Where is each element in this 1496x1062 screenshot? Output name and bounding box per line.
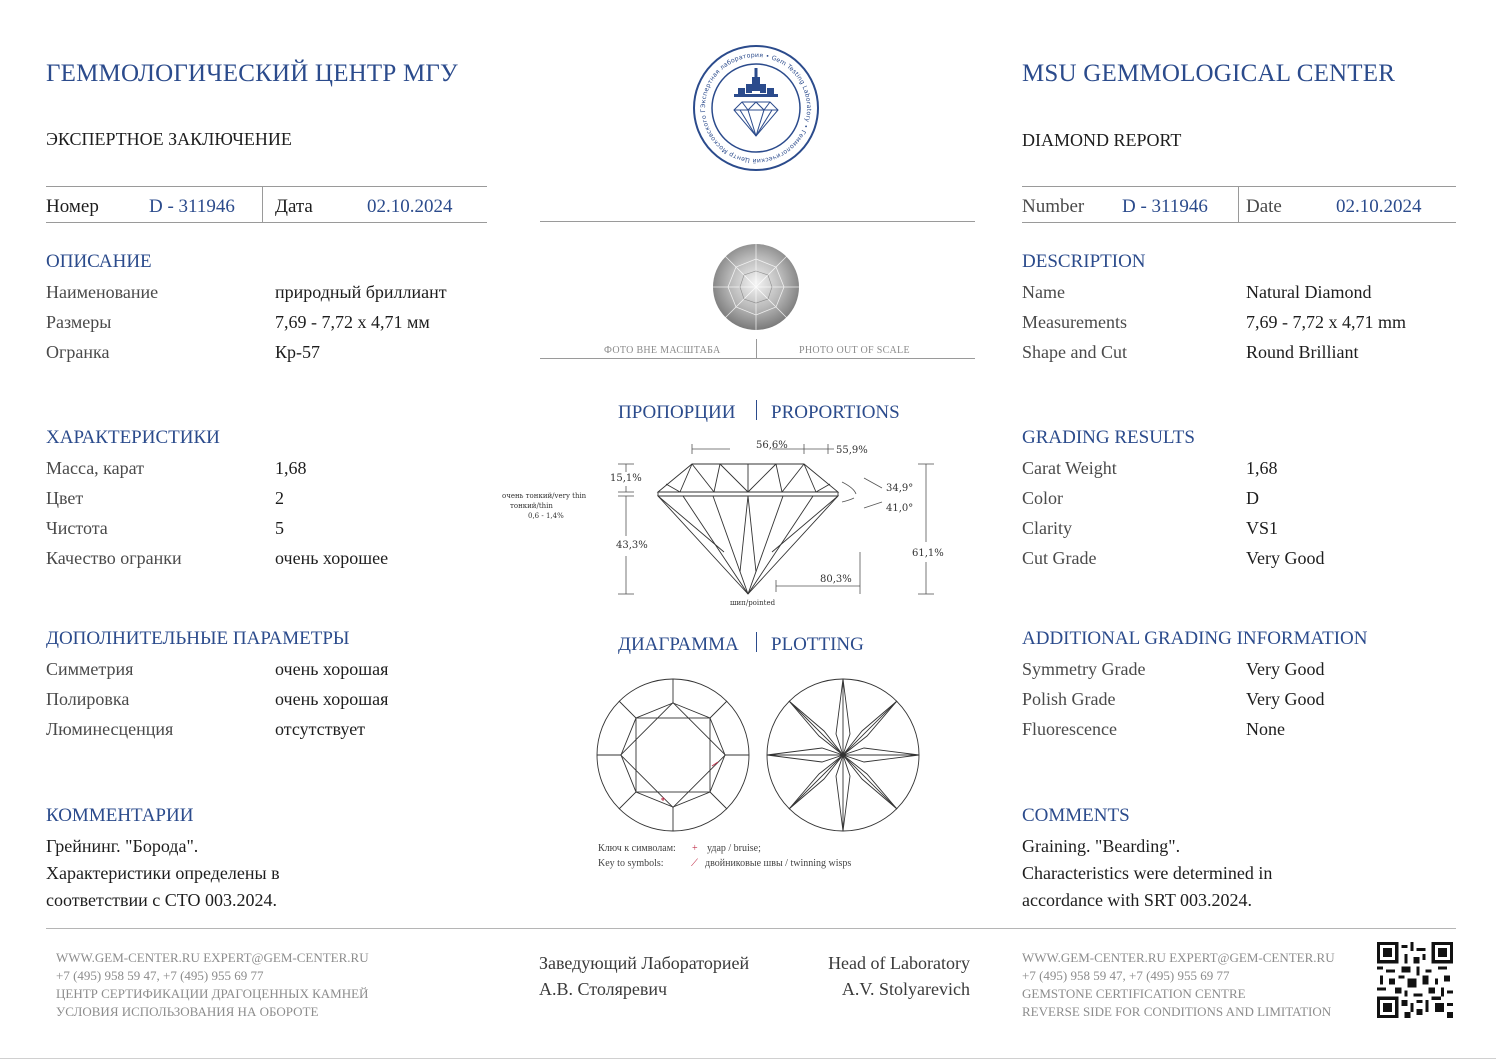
en-description-value: Round Brilliant <box>1246 342 1359 362</box>
ru-comment-line: Грейнинг. "Борода". <box>46 836 199 856</box>
proportions-title-en: PROPORTIONS <box>771 402 900 423</box>
en-signature-block <box>770 950 970 1002</box>
en-comment-line: Graining. "Bearding". <box>1022 836 1181 856</box>
key-label-en: Key to symbols: <box>598 858 664 869</box>
girdle-label-3: 0,6 - 1,4% <box>528 512 564 520</box>
ru-signature-block <box>539 950 749 1002</box>
ru-comment-line: соответствии с СТО 003.2024. <box>46 890 277 910</box>
en-grading-title: GRADING RESULTS <box>1022 427 1195 448</box>
en-additional-label: Polish Grade <box>1022 689 1116 709</box>
footer-ru-conditions: УСЛОВИЯ ИСПОЛЬЗОВАНИЯ НА ОБОРОТЕ <box>56 1004 319 1019</box>
en-description-label: Measurements <box>1022 312 1127 332</box>
msu-seal-logo <box>692 44 820 172</box>
en-footer-block <box>1022 949 1335 1021</box>
en-comments-title: COMMENTS <box>1022 805 1130 826</box>
en-grading-label: Color <box>1022 488 1064 508</box>
en-grading-label: Carat Weight <box>1022 458 1117 478</box>
ru-footer-block <box>56 949 369 1021</box>
girdle-label-1: очень тонкий/very thin <box>502 492 587 500</box>
footer-en-conditions: REVERSE SIDE FOR CONDITIONS AND LIMITATION <box>1022 1004 1332 1019</box>
photo-caption-en: PHOTO OUT OF SCALE <box>799 345 910 356</box>
ru-grading-title: ХАРАКТЕРИСТИКИ <box>46 427 220 448</box>
ru-grading-value: очень хорошее <box>275 548 389 568</box>
footer-ru-centre: ЦЕНТР СЕРТИФИКАЦИИ ДРАГОЦЕННЫХ КАМНЕЙ <box>56 986 369 1001</box>
svg-text:Экспертная лаборатория • Gem T: Экспертная лаборатория • Gem Testing Laboratory • Геммологический Центр Московского Г <box>699 51 813 165</box>
en-additional-value: Very Good <box>1246 689 1325 709</box>
ru-date-label: Дата <box>275 196 313 217</box>
en-number-value: D - 311946 <box>1122 196 1208 217</box>
ru-additional-value: очень хорошая <box>275 659 389 679</box>
en-meta-top-rule <box>1022 186 1456 187</box>
en-additional-value: Very Good <box>1246 659 1325 679</box>
ru-number-label: Номер <box>46 196 99 217</box>
ru-grading-label: Качество огранки <box>46 548 182 568</box>
ru-comment-line: Характеристики определены в <box>46 863 280 883</box>
ru-grading-value: 1,68 <box>275 458 307 478</box>
en-grading-value: 1,68 <box>1246 458 1278 478</box>
twinning-wisp-symbol-icon: ⟋ <box>691 858 698 869</box>
crown-height-label: 15,1% <box>610 473 642 484</box>
en-meta-bottom-rule <box>1022 222 1456 223</box>
photo-caption-rule <box>540 358 975 359</box>
signature-name-en: A.V. Stolyarevich <box>841 979 970 999</box>
pavilion-depth-label: 43,3% <box>616 540 648 551</box>
proportions-title-divider <box>756 400 757 420</box>
plotting-title-ru: ДИАГРАММА <box>618 634 739 655</box>
footer-en-centre: GEMSTONE CERTIFICATION CENTRE <box>1022 986 1246 1001</box>
ru-comments-text <box>46 833 376 914</box>
ru-doc-type: ЭКСПЕРТНОЕ ЗАКЛЮЧЕНИЕ <box>46 129 292 149</box>
ru-description-title: ОПИСАНИЕ <box>46 251 152 272</box>
ru-description-label: Огранка <box>46 342 110 362</box>
ru-description-label: Наименование <box>46 282 159 302</box>
en-doc-type: DIAMOND REPORT <box>1022 130 1182 150</box>
ru-description-value: 7,69 - 7,72 x 4,71 мм <box>275 312 430 332</box>
en-description-value: 7,69 - 7,72 x 4,71 mm <box>1246 312 1406 332</box>
en-grading-value: VS1 <box>1246 518 1279 538</box>
ru-additional-title: ДОПОЛНИТЕЛЬНЫЕ ПАРАМЕТРЫ <box>46 628 350 649</box>
plotting-title-en: PLOTTING <box>771 634 864 655</box>
ru-meta-top-rule <box>46 186 487 187</box>
proportions-diagram <box>498 432 950 610</box>
en-grading-value: D <box>1246 488 1259 508</box>
key-item-bruise: удар / bruise; <box>707 843 761 854</box>
bruise-symbol-icon: + <box>692 843 698 854</box>
footer-contacts-phone: +7 (495) 958 59 47, +7 (495) 955 69 77 <box>1022 968 1230 983</box>
footer-contacts-web: WWW.GEM-CENTER.RU EXPERT@GEM-CENTER.RU <box>1022 950 1335 965</box>
table-pct-label: 56,6% <box>756 440 788 451</box>
footer-rule <box>46 928 1456 929</box>
photo-caption-divider <box>756 339 757 358</box>
proportions-title-ru: ПРОПОРЦИИ <box>618 402 736 423</box>
ru-description-value: Кр-57 <box>275 342 320 362</box>
key-label-ru: Ключ к символам: <box>598 843 676 854</box>
qr-code[interactable] <box>1377 942 1453 1018</box>
en-additional-label: Symmetry Grade <box>1022 659 1146 679</box>
ru-number-value: D - 311946 <box>149 196 235 217</box>
en-number-label: Number <box>1022 196 1085 217</box>
footer-contacts-phone: +7 (495) 958 59 47, +7 (495) 955 69 77 <box>56 968 264 983</box>
ru-additional-label: Симметрия <box>46 659 134 679</box>
ru-grading-value: 5 <box>275 518 284 538</box>
page-bottom-edge <box>0 1058 1496 1059</box>
culet-label: шип/pointed <box>730 599 776 607</box>
pavilion-angle-label: 41,0° <box>886 503 914 514</box>
star-pct-label: 55,9% <box>836 445 868 456</box>
ru-grading-label: Чистота <box>46 518 108 538</box>
en-comment-line: Characteristics were determined in <box>1022 863 1273 883</box>
en-grading-label: Clarity <box>1022 518 1072 538</box>
ru-meta-divider <box>262 186 263 222</box>
en-description-label: Name <box>1022 282 1065 302</box>
total-depth-label: 61,1% <box>912 548 944 559</box>
crown-plot-diagram <box>592 674 754 836</box>
en-grading-label: Cut Grade <box>1022 548 1097 568</box>
ru-additional-value: очень хорошая <box>275 689 389 709</box>
en-description-value: Natural Diamond <box>1246 282 1372 302</box>
ru-description-label: Размеры <box>46 312 112 332</box>
en-meta-divider <box>1238 186 1239 222</box>
ru-grading-label: Цвет <box>46 488 84 508</box>
diamond-photo <box>712 243 800 331</box>
signature-role-en: Head of Laboratory <box>828 953 970 973</box>
lower-half-label: 80,3% <box>820 574 852 585</box>
en-additional-label: Fluorescence <box>1022 719 1117 739</box>
en-org-title: MSU GEMMOLOGICAL CENTER <box>1022 60 1396 87</box>
ru-org-title: ГЕММОЛОГИЧЕСКИЙ ЦЕНТР МГУ <box>46 60 458 87</box>
footer-contacts-web: WWW.GEM-CENTER.RU EXPERT@GEM-CENTER.RU <box>56 950 369 965</box>
ru-meta-bottom-rule <box>46 222 487 223</box>
en-description-title: DESCRIPTION <box>1022 251 1146 272</box>
ru-additional-label: Полировка <box>46 689 130 709</box>
ru-grading-label: Масса, карат <box>46 458 145 478</box>
pavilion-plot-diagram <box>762 674 924 836</box>
center-top-rule <box>540 221 975 222</box>
signature-name-ru: А.В. Столяревич <box>539 979 668 999</box>
plotting-title-divider <box>756 632 757 652</box>
ru-comments-title: КОММЕНТАРИИ <box>46 805 194 826</box>
en-additional-title: ADDITIONAL GRADING INFORMATION <box>1022 628 1368 649</box>
girdle-label-2: тонкий/thin <box>510 502 553 510</box>
ru-description-value: природный бриллиант <box>275 282 447 302</box>
en-date-label: Date <box>1246 196 1282 217</box>
ru-grading-value: 2 <box>275 488 284 508</box>
photo-caption-ru: ФОТО ВНЕ МАСШТАБА <box>604 345 721 356</box>
ru-date-value: 02.10.2024 <box>367 196 453 217</box>
key-item-twinning: двойниковые швы / twinning wisps <box>705 858 852 869</box>
crown-angle-label: 34,9° <box>886 483 914 494</box>
en-comments-text <box>1022 833 1352 914</box>
en-grading-value: Very Good <box>1246 548 1325 568</box>
en-description-label: Shape and Cut <box>1022 342 1127 362</box>
en-comment-line: accordance with SRT 003.2024. <box>1022 890 1253 910</box>
ru-additional-value: отсутствует <box>275 719 366 739</box>
en-additional-value: None <box>1246 719 1285 739</box>
ru-additional-label: Люминесценция <box>46 719 174 739</box>
en-date-value: 02.10.2024 <box>1336 196 1422 217</box>
signature-role-ru: Заведующий Лабораторией <box>539 953 750 973</box>
